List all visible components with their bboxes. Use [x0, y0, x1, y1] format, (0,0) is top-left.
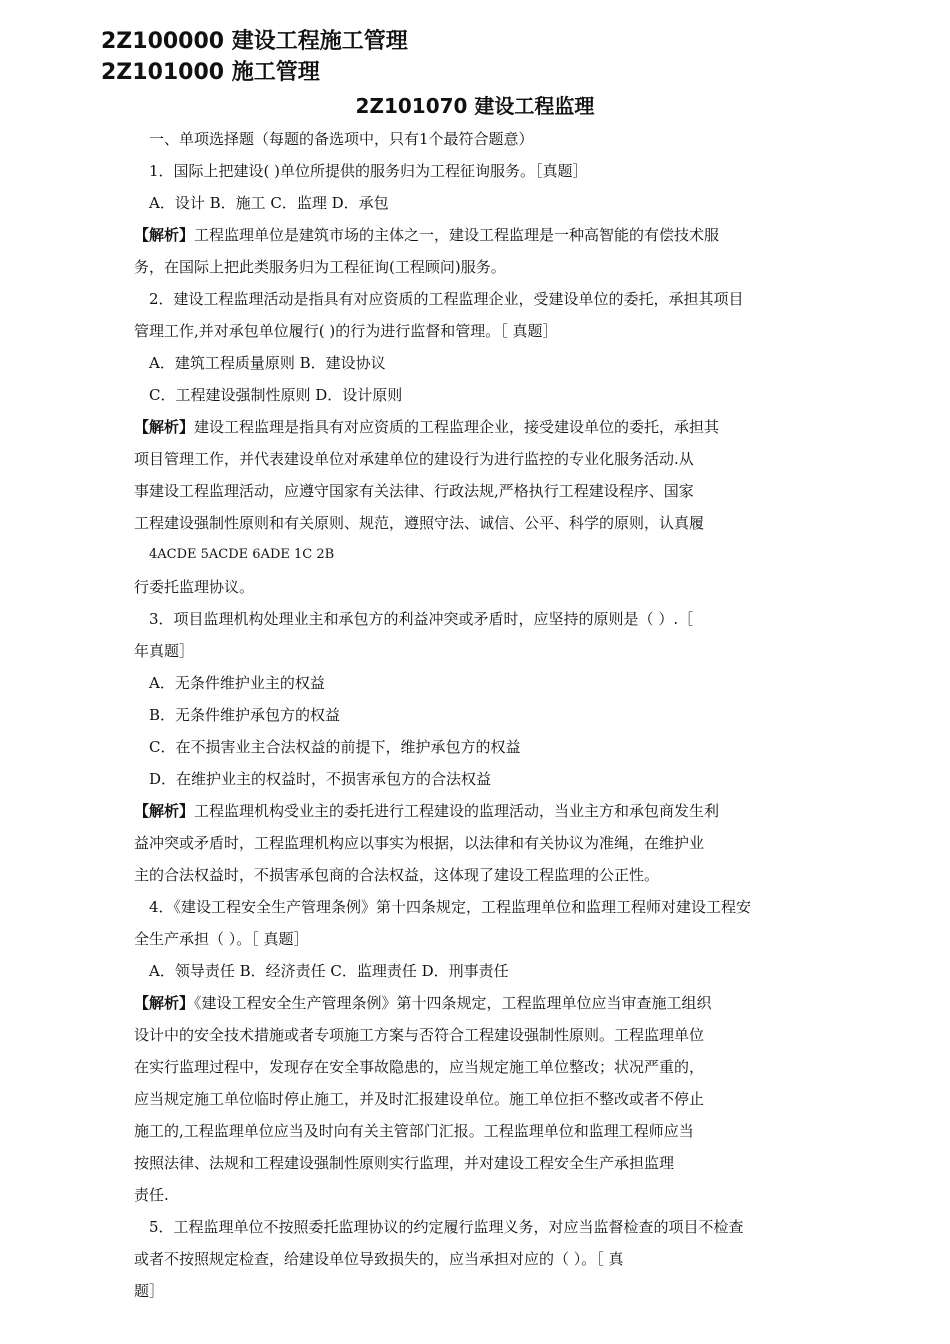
chapter-heading: 2Z100000 建设工程施工管理	[101, 29, 408, 54]
question-2-line-1: 2．建设工程监理活动是指具有对应资质的工程监理企业，受建设单位的委托，承担其项目	[149, 290, 744, 308]
question-type-intro: 一、单项选择题（每题的备选项中，只有1个最符合题意）	[149, 130, 534, 148]
question-3-option-a: A．无条件维护业主的权益	[149, 674, 325, 692]
analysis-2-line-1: 【解析】建设工程监理是指具有对应资质的工程监理企业，接受建设单位的委托，承担其	[134, 418, 720, 436]
question-5-line-2: 或者不按照规定检查，给建设单位导致损失的，应当承担对应的（ ）。［ 真	[134, 1250, 624, 1268]
analysis-2-line-5: 行委托监理协议。	[134, 578, 255, 596]
question-4-line-1: 4．《建设工程安全生产管理条例》第十四条规定，工程监理单位和监理工程师对建设工程安	[149, 898, 752, 916]
analysis-1-line-1: 【解析】工程监理单位是建筑市场的主体之一，建设工程监理是一种高智能的有偿技术服	[134, 226, 720, 244]
answer-key-overlay: 4ACDE 5ACDE 6ADE 1C 2B	[149, 547, 335, 562]
analysis-4-line-3: 在实行监理过程中，发现存在安全事故隐患的，应当规定施工单位整改；状况严重的，	[134, 1058, 705, 1076]
analysis-1-line-2: 务，在国际上把此类服务归为工程征询(工程顾问)服务。	[134, 258, 506, 276]
analysis-4-line-2: 设计中的安全技术措施或者专项施工方案与否符合工程建设强制性原则。工程监理单位	[134, 1026, 705, 1044]
analysis-tag: 【解析】	[134, 226, 195, 244]
analysis-4-line-7: 责任.	[134, 1186, 169, 1204]
analysis-4-line-6: 按照法律、法规和工程建设强制性原则实行监理，并对建设工程安全生产承担监理	[134, 1154, 675, 1172]
question-3-line-1: 3．项目监理机构处理业主和承包方的利益冲突或矛盾时，应坚持的原则是（ ）.［	[149, 610, 694, 628]
section-heading: 2Z101000 施工管理	[101, 60, 320, 85]
question-1-options: A．设计 B．施工 C．监理 D．承包	[149, 194, 389, 212]
question-3-option-d: D．在维护业主的权益时，不损害承包方的合法权益	[149, 770, 492, 788]
analysis-4-line-5: 施工的,工程监理单位应当及时向有关主管部门汇报。工程监理单位和监理工程师应当	[134, 1122, 694, 1140]
question-3-option-c: C．在不损害业主合法权益的前提下，维护承包方的权益	[149, 738, 521, 756]
analysis-tag: 【解析】	[134, 418, 195, 436]
question-1: 1．国际上把建设( )单位所提供的服务归为工程征询服务。［真题］	[149, 162, 588, 180]
question-2-line-2: 管理工作,并对承包单位履行( )的行为进行监督和管理。［ 真题］	[134, 322, 558, 340]
subsection-title: 2Z101070 建设工程监理	[355, 94, 595, 118]
question-5-line-1: 5．工程监理单位不按照委托监理协议的约定履行监理义务，对应当监督检查的项目不检查	[149, 1218, 744, 1236]
question-3-line-2: 年真题］	[134, 642, 195, 660]
analysis-4-line-1: 【解析】《建设工程安全生产管理条例》第十四条规定，工程监理单位应当审查施工组织	[134, 994, 712, 1012]
question-2-options-ab: A．建筑工程质量原则 B．建设协议	[149, 354, 386, 372]
analysis-2-line-2: 项目管理工作，并代表建设单位对承建单位的建设行为进行监控的专业化服务活动.从	[134, 450, 694, 468]
analysis-4-line-4: 应当规定施工单位临时停止施工，并及时汇报建设单位。施工单位拒不整改或者不停止	[134, 1090, 705, 1108]
question-3-option-b: B．无条件维护承包方的权益	[149, 706, 341, 724]
analysis-3-line-1: 【解析】工程监理机构受业主的委托进行工程建设的监理活动，当业主方和承包商发生利	[134, 802, 720, 820]
analysis-3-line-2: 益冲突或矛盾时，工程监理机构应以事实为根据，以法律和有关协议为准绳，在维护业	[134, 834, 705, 852]
analysis-3-line-3: 主的合法权益时，不损害承包商的合法权益，这体现了建设工程监理的公正性。	[134, 866, 660, 884]
analysis-tag: 【解析】	[134, 994, 195, 1012]
analysis-tag: 【解析】	[134, 802, 195, 820]
analysis-2-line-3: 事建设工程监理活动，应遵守国家有关法律、行政法规,严格执行工程建设程序、国家	[134, 482, 694, 500]
question-4-line-2: 全生产承担（ ）。［ 真题］	[134, 930, 309, 948]
question-5-line-3: 题］	[134, 1282, 165, 1300]
question-4-options: A．领导责任 B．经济责任 C．监理责任 D．刑事责任	[149, 962, 509, 980]
question-2-options-cd: C．工程建设强制性原则 D．设计原则	[149, 386, 403, 404]
analysis-2-line-4: 工程建设强制性原则和有关原则、规范，遵照守法、诚信、公平、科学的原则，认真履	[134, 514, 705, 532]
